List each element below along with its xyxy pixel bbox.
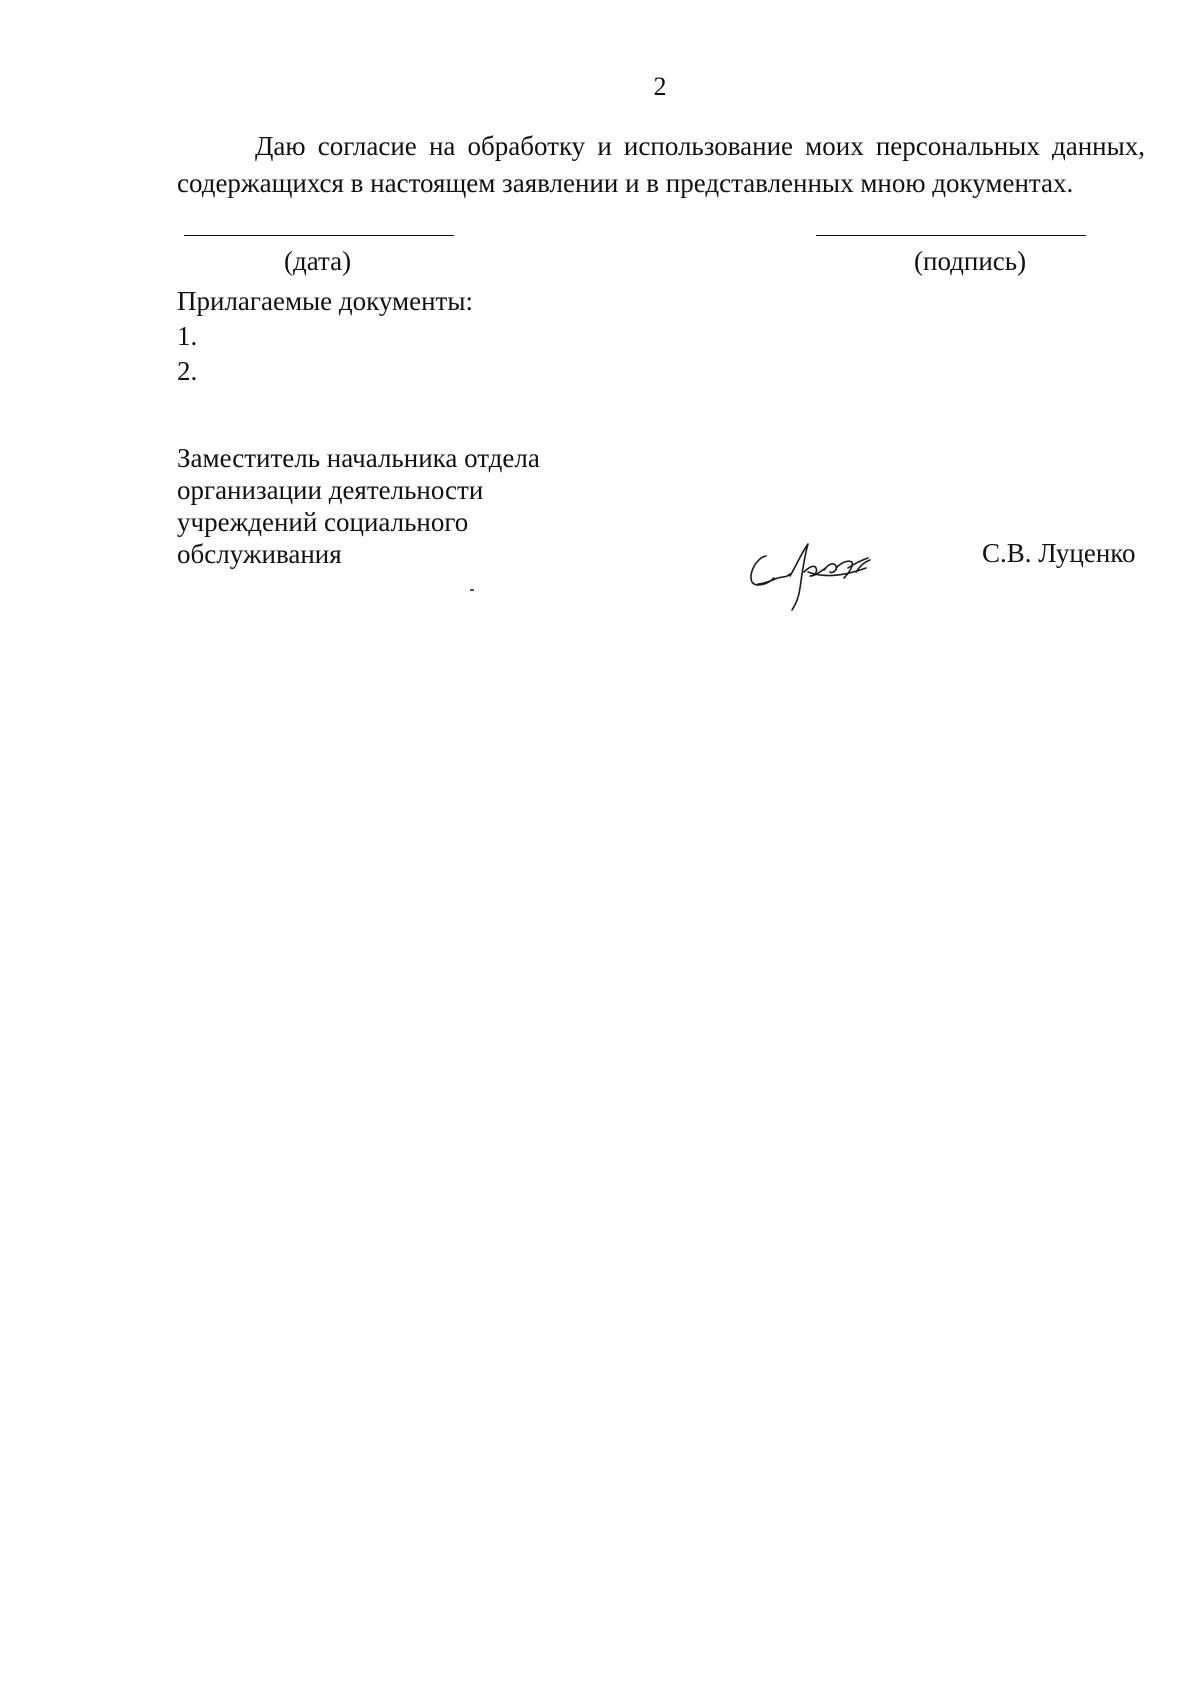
signature-line — [816, 235, 1086, 236]
handwritten-signature — [744, 538, 884, 618]
consent-paragraph: Даю согласие на обработку и использование моих персональных данных, содержащихся в настоящем заявлении и в представленных мною документах. — [177, 131, 1145, 198]
signer-name: С.В. Луценко — [982, 538, 1136, 568]
page-number: 2 — [653, 72, 667, 101]
attachments-list — [177, 284, 473, 389]
position-line: Заместитель начальника отдела — [177, 443, 540, 473]
position-line: обслуживания — [177, 539, 342, 569]
attachment-item: 1. — [177, 321, 198, 351]
attachment-item: 2. — [177, 356, 198, 386]
date-caption: (дата) — [284, 246, 352, 276]
position-line: организации деятельности — [177, 475, 484, 505]
signature-caption: (подпись) — [914, 246, 1027, 276]
scan-speck — [470, 589, 474, 591]
position-line: учреждений социального — [177, 507, 469, 537]
date-line — [184, 235, 454, 236]
signatory-position — [177, 442, 597, 570]
attachments-heading: Прилагаемые документы: — [177, 286, 473, 316]
